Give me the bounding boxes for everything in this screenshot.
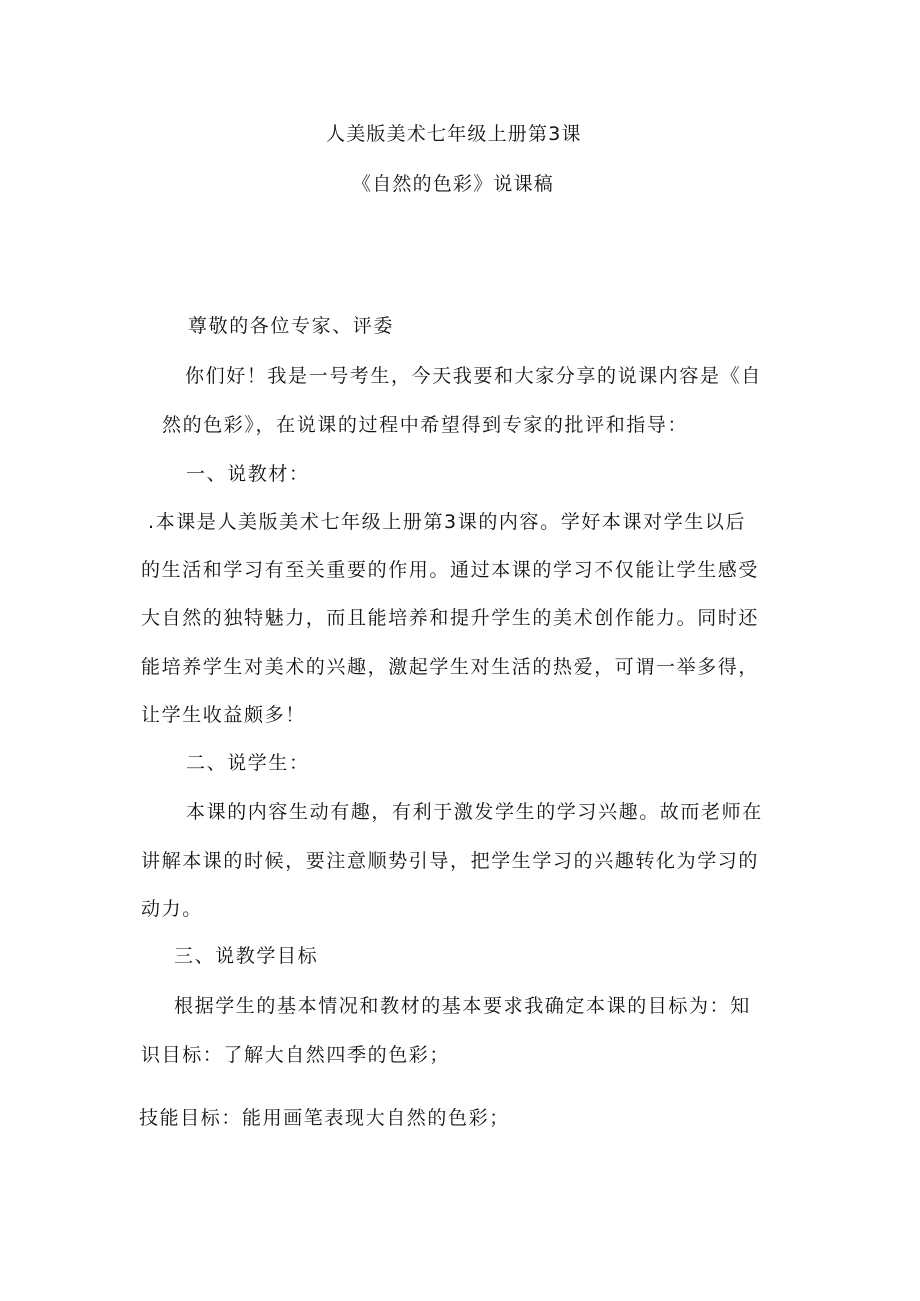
intro-line: 你们好！我是一号考生，今天我要和大家分享的说课内容是《自 [185,365,762,387]
intro-line: 然的色彩》，在说课的过程中希望得到专家的批评和指导： [162,414,689,436]
section-3-line: 根据学生的基本情况和教材的基本要求我确定本课的目标为：知 [174,995,751,1017]
section-3-line: 识目标：了解大自然四季的色彩； [141,1044,451,1066]
section-3-heading: 三、说教学目标 [174,945,319,967]
section-2-line: 讲解本课的时候，要注意顺势引导，把学生学习的兴趣转化为学习的 [141,850,760,872]
section-2-heading: 二、说学生： [186,752,310,774]
title-line-2: 《自然的色彩》说课稿 [352,173,555,195]
section-1-line: 能培养学生对美术的兴趣，激起学生对生活的热爱，可谓一举多得， [141,656,760,678]
section-1-line: 让学生收益颇多！ [141,704,306,726]
salutation: 尊敬的各位专家、评委 [188,315,395,337]
skill-goal-line: 技能目标：能用画笔表现大自然的色彩； [139,1107,510,1129]
section-1-line: 大自然的独特魅力，而且能培养和提升学生的美术创作能力。同时还 [141,607,760,629]
section-2-line: 动力。 [141,898,203,920]
section-1-heading: 一、说教材： [186,463,310,485]
title-line-1: 人美版美术七年级上册第3课 [326,123,582,145]
section-1-line: .本课是人美版美术七年级上册第3课的内容。学好本课对学生以后 [148,511,747,533]
section-2-line: 本课的内容生动有趣，有利于激发学生的学习兴趣。故而老师在 [186,801,763,823]
section-1-line: 的生活和学习有至关重要的作用。通过本课的学习不仅能让学生感受 [141,559,760,581]
